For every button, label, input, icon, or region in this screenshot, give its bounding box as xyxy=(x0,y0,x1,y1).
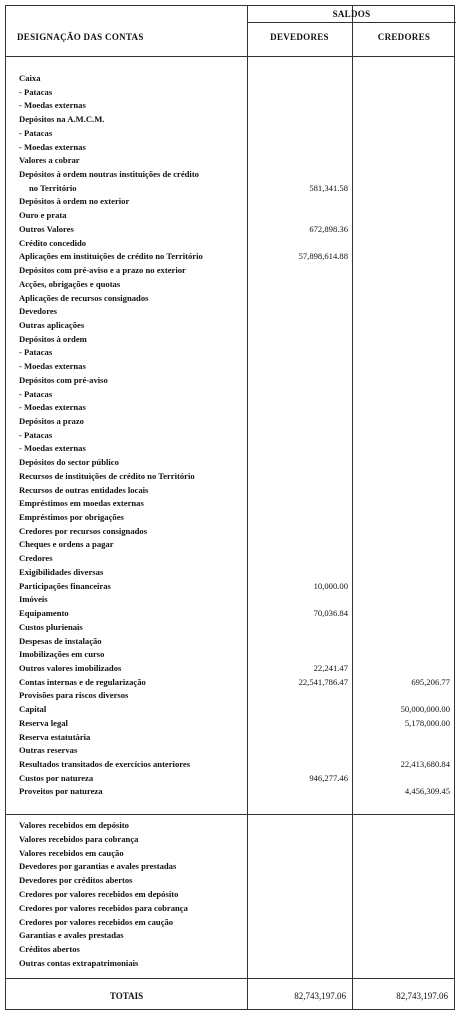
account-label: Depósitos à ordem no exterior xyxy=(19,196,130,207)
totals-top-line xyxy=(6,978,454,979)
account-label: Depósitos com pré-aviso e a prazo no exterior xyxy=(19,265,186,276)
account-label: Devedores xyxy=(19,306,58,317)
table-row xyxy=(6,607,456,621)
table-row xyxy=(6,168,456,182)
table-row xyxy=(6,250,456,264)
table-row xyxy=(6,264,456,278)
table-row xyxy=(6,292,456,306)
devedores-value: 581,341.58 xyxy=(309,182,348,193)
account-label: Depósitos do sector público xyxy=(19,457,119,468)
table-row xyxy=(6,593,456,607)
table-row xyxy=(6,99,456,113)
devedores-value: 22,541,786.47 xyxy=(298,676,348,687)
account-label: Depósitos à ordem noutras instituições de crédito xyxy=(19,169,199,180)
offbalance-row xyxy=(6,833,456,847)
table-row xyxy=(6,429,456,443)
offbalance-row xyxy=(6,929,456,943)
saldos-underline xyxy=(247,22,456,23)
table-row xyxy=(6,278,456,292)
table-row xyxy=(6,182,456,196)
account-label: Imobilizações em curso xyxy=(19,649,105,660)
offbalance-label: Credores por valores recebidos em depósito xyxy=(19,889,179,899)
account-label: - Moedas externas xyxy=(19,141,86,152)
table-row xyxy=(6,401,456,415)
credores-value: 695,206.77 xyxy=(411,676,450,687)
offbalance-row xyxy=(6,943,456,957)
offbalance-label: Credores por valores recebidos em caução xyxy=(19,916,174,927)
table-row xyxy=(6,731,456,745)
account-label: - Patacas xyxy=(19,347,53,358)
table-row xyxy=(6,86,456,100)
table-row xyxy=(6,415,456,429)
account-label: Resultados transitados de exercícios anteriores xyxy=(19,759,191,769)
offbalance-row xyxy=(6,819,456,833)
account-label: - Patacas xyxy=(19,429,53,440)
table-row xyxy=(6,127,456,141)
account-label: Depósitos na A.M.C.M. xyxy=(19,114,105,125)
account-label: Proveitos por natureza xyxy=(19,786,103,797)
table-row xyxy=(6,648,456,662)
table-row xyxy=(6,195,456,209)
offbalance-label: Devedores por garantias e avales prestadas xyxy=(19,861,177,872)
offbalance-label: Valores recebidos em caução xyxy=(19,847,124,858)
account-label: Outros Valores xyxy=(19,223,74,234)
account-label: Imóveis xyxy=(19,594,48,605)
account-label: Ouro e prata xyxy=(19,210,67,221)
table-row xyxy=(6,676,456,690)
account-label: Acções, obrigações e quotas xyxy=(19,278,121,289)
table-row xyxy=(6,580,456,594)
table-row xyxy=(6,689,456,703)
header-saldos: SALDOS xyxy=(332,9,371,19)
account-label: Credores xyxy=(19,553,53,564)
account-label: Reserva estatutária xyxy=(19,731,91,742)
devedores-value: 672,898.36 xyxy=(309,223,348,234)
account-label: - Moedas externas xyxy=(19,361,86,372)
offbalance-separator xyxy=(6,814,454,815)
table-row xyxy=(6,621,456,635)
account-label: Cheques e ordens a pagar xyxy=(19,539,114,550)
totals-label: TOTAIS xyxy=(109,991,144,1001)
offbalance-row xyxy=(6,847,456,861)
table-row xyxy=(6,566,456,580)
table-row xyxy=(6,744,456,758)
account-label: - Patacas xyxy=(19,127,53,138)
account-label: Custos plurienais xyxy=(19,621,83,632)
account-label: Equipamento xyxy=(19,608,69,619)
credores-value: 4,456,309.45 xyxy=(404,786,450,797)
account-label: Depósitos à ordem xyxy=(19,333,87,344)
table-row xyxy=(6,662,456,676)
table-row xyxy=(6,141,456,155)
header-devedores: DEVEDORES xyxy=(270,32,329,42)
account-label: Provisões para riscos diversos xyxy=(19,690,129,701)
header-bottom-line xyxy=(6,56,454,57)
credores-value: 22,413,680.84 xyxy=(400,759,450,769)
offbalance-row xyxy=(6,902,456,916)
table-row xyxy=(6,237,456,251)
offbalance-label: Créditos abertos xyxy=(19,944,80,955)
account-label: Valores a cobrar xyxy=(19,155,80,166)
offbalance-row xyxy=(6,860,456,874)
account-label: Exigibilidades diversas xyxy=(19,566,104,577)
account-label: no Território xyxy=(29,182,77,193)
offbalance-label: Valores recebidos em depósito xyxy=(19,820,129,830)
account-label: Depósitos com pré-aviso xyxy=(19,374,108,385)
table-row xyxy=(6,525,456,539)
devedores-value: 22,241.47 xyxy=(313,662,348,673)
offbalance-label: Valores recebidos para cobrança xyxy=(19,833,139,844)
account-label: Recursos de instituições de crédito no Território xyxy=(19,470,195,481)
table-row xyxy=(6,305,456,319)
table-row xyxy=(6,470,456,484)
table-row xyxy=(6,374,456,388)
account-label: Outros valores imobilizados xyxy=(19,662,122,673)
table-row xyxy=(6,360,456,374)
offbalance-label: Garantias e avales prestadas xyxy=(19,930,124,941)
account-label: Empréstimos em moedas externas xyxy=(19,498,144,509)
table-row xyxy=(6,703,456,717)
account-label: - Patacas xyxy=(19,388,53,399)
table-row xyxy=(6,538,456,552)
offbalance-label: Outras contas extrapatrimoniais xyxy=(19,958,139,968)
account-label: Caixa xyxy=(19,73,41,83)
balance-sheet-table xyxy=(5,5,455,1010)
header-credores: CREDORES xyxy=(377,32,431,42)
devedores-value: 70,036.84 xyxy=(313,608,348,619)
table-row xyxy=(6,772,456,786)
account-label: Despesas de instalação xyxy=(19,635,102,646)
account-label: Outras aplicações xyxy=(19,319,85,330)
account-label: - Patacas xyxy=(19,86,53,97)
table-row xyxy=(6,484,456,498)
table-row xyxy=(6,785,456,799)
table-row xyxy=(6,635,456,649)
account-label: Aplicações de recursos consignados xyxy=(19,292,149,303)
account-label: Outras reservas xyxy=(19,745,78,756)
table-row xyxy=(6,758,456,772)
account-label: - Moedas externas xyxy=(19,402,86,413)
table-row xyxy=(6,154,456,168)
totals-devedores: 82,743,197.06 xyxy=(294,991,346,1001)
credores-value: 50,000,000.00 xyxy=(400,704,450,715)
offbalance-label: Devedores por créditos abertos xyxy=(19,875,133,886)
account-label: Capital xyxy=(19,704,47,715)
table-row xyxy=(6,346,456,360)
account-label: Depósitos a prazo xyxy=(19,416,84,426)
table-row xyxy=(6,497,456,511)
account-label: Crédito concedido xyxy=(19,237,87,248)
table-row xyxy=(6,319,456,333)
account-label: - Moedas externas xyxy=(19,443,86,454)
table-row xyxy=(6,442,456,456)
table-row xyxy=(6,209,456,223)
table-row xyxy=(6,333,456,347)
table-row xyxy=(6,388,456,402)
account-label: Contas internas e de regularização xyxy=(19,676,146,687)
table-row xyxy=(6,223,456,237)
table-row xyxy=(6,113,456,127)
table-row xyxy=(6,72,456,86)
account-label: Reserva legal xyxy=(19,717,68,728)
account-label: Recursos de outras entidades locais xyxy=(19,484,149,495)
account-label: Empréstimos por obrigações xyxy=(19,512,124,523)
offbalance-label: Credores por valores recebidos para cobrança xyxy=(19,902,188,913)
table-row xyxy=(6,456,456,470)
offbalance-row xyxy=(6,888,456,902)
totals-credores: 82,743,197.06 xyxy=(396,991,448,1001)
table-row xyxy=(6,552,456,566)
account-label: Custos por natureza xyxy=(19,772,94,783)
account-label: Credores por recursos consignados xyxy=(19,525,148,536)
offbalance-row xyxy=(6,874,456,888)
account-label: Participações financeiras xyxy=(19,580,111,591)
offbalance-row xyxy=(6,957,456,971)
devedores-value: 57,898,614.88 xyxy=(298,251,348,262)
devedores-value: 10,000.00 xyxy=(313,580,348,591)
account-label: Aplicações em instituições de crédito no Território xyxy=(19,251,203,262)
offbalance-row xyxy=(6,916,456,930)
account-label: - Moedas externas xyxy=(19,100,86,111)
credores-value: 5,178,000.00 xyxy=(404,717,450,728)
table-row xyxy=(6,511,456,525)
table-row xyxy=(6,717,456,731)
header-designacao: DESIGNAÇÃO DAS CONTAS xyxy=(17,32,144,42)
devedores-value: 946,277.46 xyxy=(309,772,348,783)
